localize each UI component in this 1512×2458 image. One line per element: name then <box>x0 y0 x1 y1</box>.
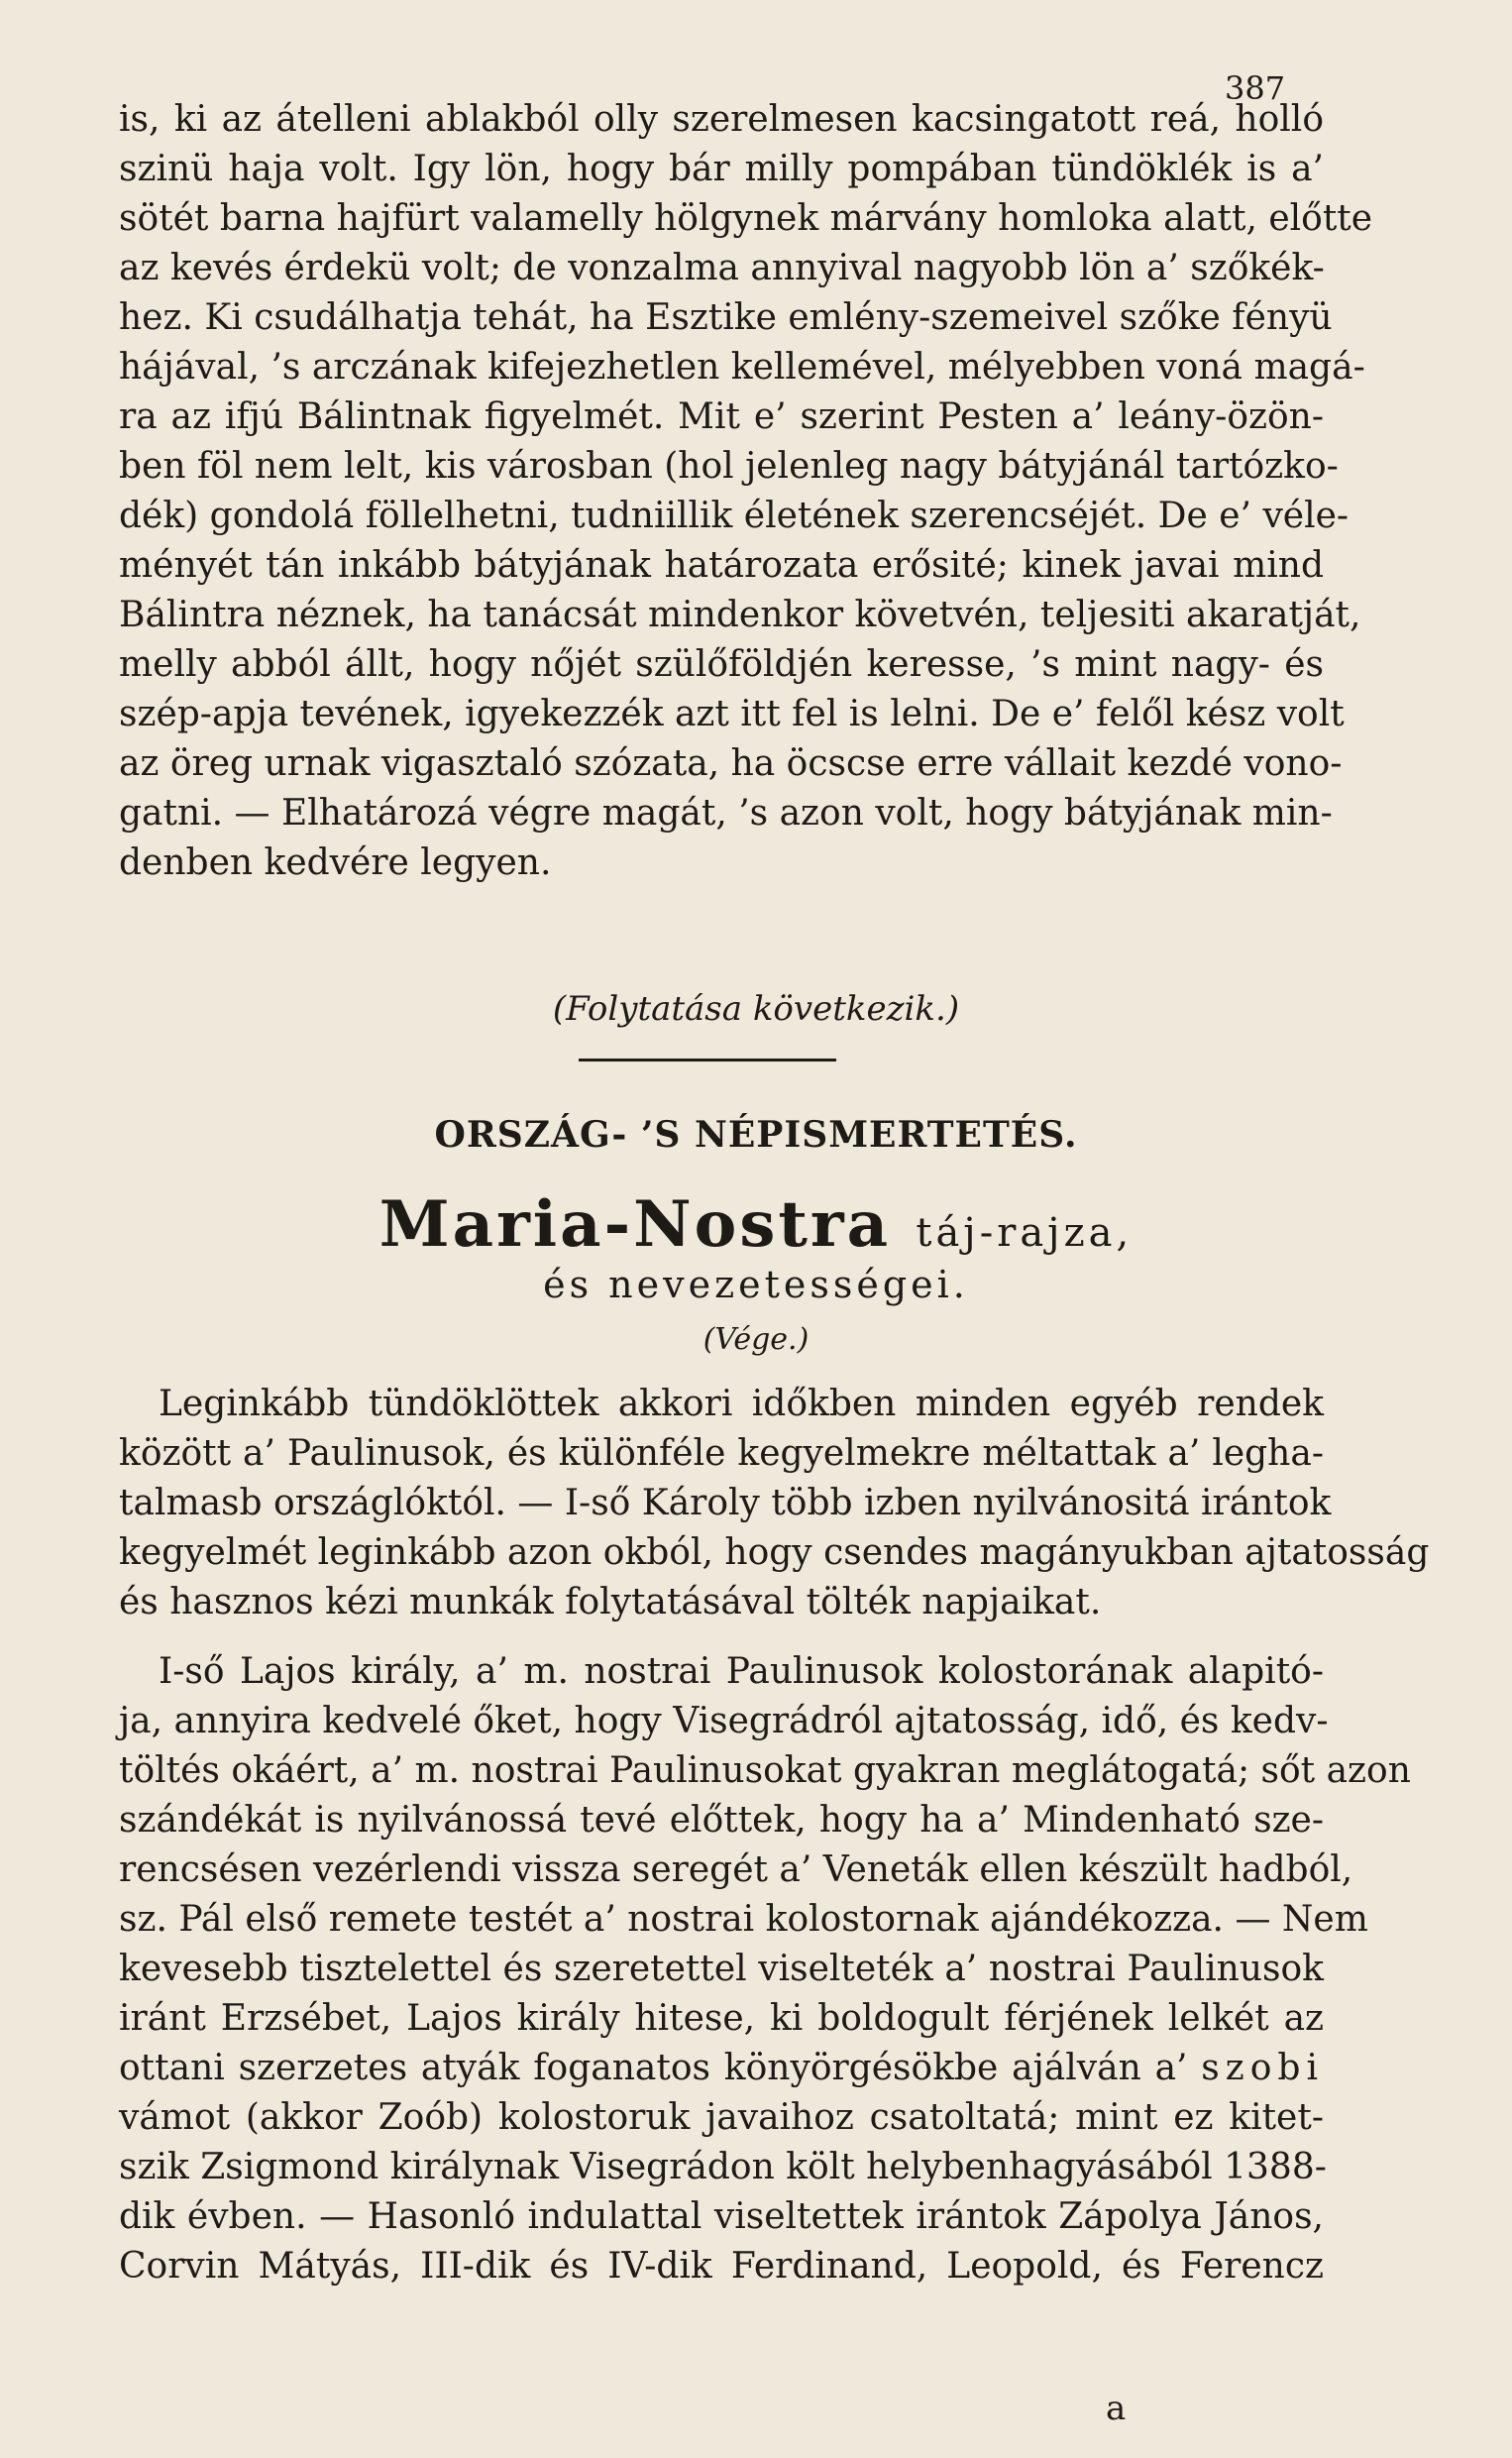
text-line: sz. Pál első remete testét a’ nostrai kolostornak ajándékozza. — Nem <box>119 1899 1368 1940</box>
text-line: denben kedvére legyen. <box>119 842 552 883</box>
section-heading: ORSZÁG- ’S NÉPISMERTETÉS. <box>434 1114 1078 1156</box>
text-line: iránt Erzsébet, Lajos király hitese, ki boldogult férjének lelkét az <box>119 1998 1324 2039</box>
text-line: szinü haja volt. Igy lön, hogy bár milly pompában tündöklék is a’ <box>119 149 1324 189</box>
text-line: szik Zsigmond királynak Visegrádon költ helybenhagyásából 1388- <box>119 2147 1327 2187</box>
article-title-main: Maria-Nostra <box>378 1187 892 1262</box>
text-line: vámot (akkor Zoób) kolostoruk javaihoz csatoltatá; mint ez kitet- <box>119 2097 1324 2138</box>
text-line: szép-apja tevének, igyekezzék azt itt fel is lelni. De e’ felől kész volt <box>119 694 1345 734</box>
article-title-rest: táj-rajza, <box>916 1210 1134 1256</box>
text-line: hájával, ’s arczának kifejezhetlen kellemével, mélyebben voná magá- <box>119 347 1365 388</box>
text-line: Bálintra néznek, ha tanácsát mindenkor követvén, teljesiti akaratját, <box>119 595 1361 635</box>
text-fragment: ottani szerzetes atyák foganatos könyörgésökbe ajálván a’ <box>119 2048 1188 2088</box>
text-line: melly abból állt, hogy nőjét szülőföldjén keresse, ’s mint nagy- és <box>119 644 1324 685</box>
text-line: Corvin Mátyás, III-dik és IV-dik Ferdinand, Leopold, és Ferencz <box>119 2246 1324 2287</box>
page-number: 387 <box>1225 69 1286 107</box>
text-line: között a’ Paulinusok, és különféle kegyelmekre méltattak a’ legha- <box>119 1433 1324 1474</box>
text-line: hez. Ki csudálhatja tehát, ha Esztike emlény-szemeivel szőke fényü <box>119 297 1333 338</box>
text-line: ja, annyira kedvelé őket, hogy Visegrádról ajtatosság, idő, és kedv- <box>119 1701 1329 1741</box>
text-line: dik évben. — Hasonló indulattal viseltettek irántok Zápolya János, <box>119 2196 1324 2237</box>
text-line: az öreg urnak vigasztaló szózata, ha öcscse erre vállait kezdé vono- <box>119 743 1343 784</box>
spaced-word: szobi <box>1201 2048 1324 2088</box>
text-line: I-ső Lajos király, a’ m. nostrai Paulinusok kolostorának alapitó- <box>159 1651 1324 1692</box>
article-title <box>0 1187 1512 1262</box>
text-line: ra az ifjú Bálintnak figyelmét. Mit e’ szerint Pesten a’ leány-özön- <box>119 396 1324 437</box>
text-line: kevesebb tisztelettel és szeretettel viselteték a’ nostrai Paulinusok <box>119 1949 1324 1989</box>
text-line: kegyelmét leginkább azon okból, hogy csendes magányukban ajtatosság <box>119 1532 1430 1573</box>
text-line <box>119 2044 1324 2093</box>
text-line: ben föl nem lelt, kis városban (hol jelenleg nagy bátyjánál tartózko- <box>119 446 1339 487</box>
text-line: és hasznos kézi munkák folytatásával tölték napjaikat. <box>119 1582 1102 1622</box>
text-line: töltés okáért, a’ m. nostrai Paulinusokat gyakran meglátogatá; sőt azon <box>119 1750 1411 1791</box>
text-line: Leginkább tündöklöttek akkori időkben minden egyéb rendek <box>159 1384 1324 1424</box>
continuation-note: (Folytatása következik.) <box>552 989 960 1029</box>
text-line: ményét tán inkább bátyjának határozata erősité; kinek javai mind <box>119 545 1324 586</box>
text-line: rencsésen vezérlendi vissza seregét a’ Veneták ellen készült hadból, <box>119 1849 1353 1890</box>
article-end-note: (Vége.) <box>702 1322 810 1357</box>
text-line: gatni. — Elhatározá végre magát, ’s azon volt, hogy bátyjának min- <box>119 793 1333 834</box>
text-line: az kevés érdekü volt; de vonzalma annyival nagyobb lön a’ szőkék- <box>119 248 1325 288</box>
text-line: talmasb országlóktól. — I-ső Károly több izben nyilvánositá irántok <box>119 1483 1332 1523</box>
text-line: szándékát is nyilvánossá tevé előttek, hogy ha a’ Mindenható sze- <box>119 1800 1324 1841</box>
catchword: a <box>1106 2389 1127 2428</box>
text-line: is, ki az átelleni ablakból olly szerelmesen kacsingatott reá, holló <box>119 99 1324 140</box>
article-subtitle: és nevezetességei. <box>543 1263 969 1306</box>
text-line: sötét barna hajfürt valamelly hölgynek márvány homloka alatt, előtte <box>119 198 1373 239</box>
text-line: dék) gondolá föllelhetni, tudniillik életének szerencséjét. De e’ véle- <box>119 496 1350 536</box>
divider-rule <box>579 1059 836 1061</box>
